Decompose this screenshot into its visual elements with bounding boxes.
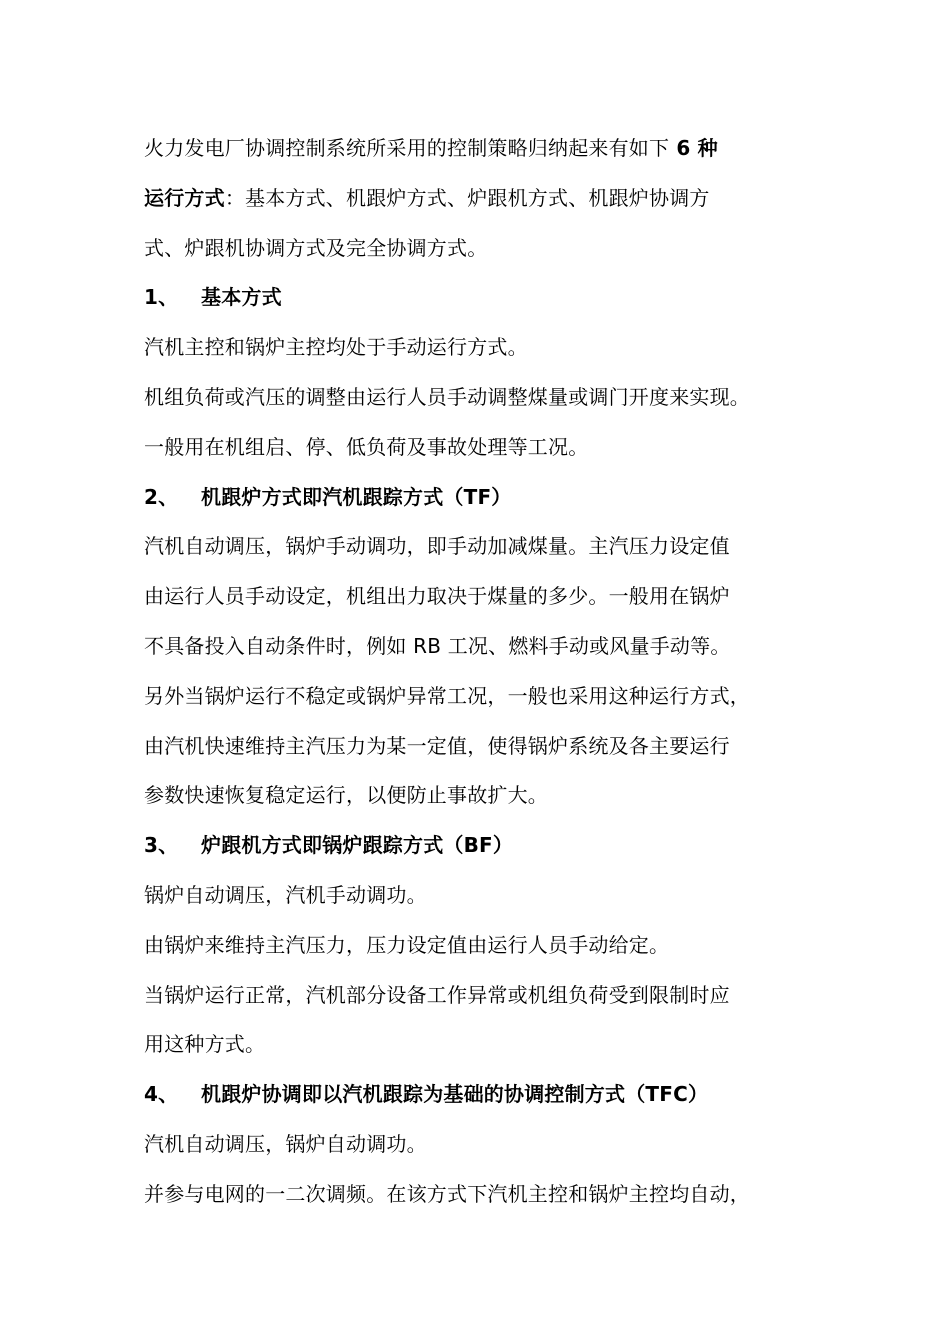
paragraph-line: 并参与电网的一二次调频。在该方式下汽机主控和锅炉主控均自动， (144, 1181, 750, 1206)
paragraph-line: 汽机自动调压，锅炉自动调功。 (144, 1131, 427, 1156)
section-title: 炉跟机方式即锅炉跟踪方式（BF） (201, 833, 514, 858)
intro-line-3 (144, 224, 844, 274)
paragraph-line: 另外当锅炉运行不稳定或锅炉异常工况，一般也采用这种运行方式， (144, 683, 750, 708)
section-number: 2、 (144, 484, 179, 509)
paragraph-line: 由运行人员手动设定，机组出力取决于煤量的多少。一般用在锅炉 (144, 584, 730, 609)
section-heading-2 (144, 473, 844, 523)
intro-bold-count: 6 种 (669, 136, 718, 160)
section-heading-3 (144, 821, 844, 871)
paragraph-line: 一般用在机组启、停、低负荷及事故处理等工况。 (144, 434, 589, 459)
paragraph-line: 汽机主控和锅炉主控均处于手动运行方式。 (144, 335, 528, 360)
paragraph-line: 由锅炉来维持主汽压力，压力设定值由运行人员手动给定。 (144, 932, 670, 957)
paragraph-line: 机组负荷或汽压的调整由运行人员手动调整煤量或调门开度来实现。 (144, 384, 750, 409)
section-heading-1 (144, 273, 844, 323)
paragraph-line: 不具备投入自动条件时，例如 RB 工况、燃料手动或风量手动等。 (144, 633, 731, 658)
section-number: 3、 (144, 833, 179, 858)
paragraph-line: 参数快速恢复稳定运行，以便防止事故扩大。 (144, 783, 548, 808)
intro-text: 式、炉跟机协调方式及完全协调方式。 (144, 235, 488, 260)
intro-text: ：基本方式、机跟炉方式、炉跟机方式、机跟炉协调方 (224, 185, 710, 210)
intro-text: 火力发电厂协调控制系统所采用的控制策略归纳起来有如下 (144, 136, 670, 160)
paragraph-line: 当锅炉运行正常，汽机部分设备工作异常或机组负荷受到限制时应 (144, 982, 730, 1007)
section-title: 机跟炉协调即以汽机跟踪为基础的协调控制方式（TFC） (201, 1082, 709, 1107)
intro-line-2 (144, 174, 844, 224)
section-heading-4 (144, 1070, 844, 1120)
paragraph-line: 锅炉自动调压，汽机手动调功。 (144, 882, 427, 907)
paragraph-line: 由汽机快速维持主汽压力为某一定值，使得锅炉系统及各主要运行 (144, 733, 730, 758)
intro-bold-term: 运行方式 (144, 185, 225, 210)
section-title: 基本方式 (201, 285, 282, 310)
section-title: 机跟炉方式即汽机跟踪方式（TF） (201, 484, 512, 509)
intro-line-1 (144, 124, 844, 174)
paragraph-line: 用这种方式。 (144, 1032, 266, 1057)
document-page (144, 124, 844, 1220)
section-number: 4、 (144, 1082, 179, 1107)
section-number: 1、 (144, 285, 179, 310)
paragraph-line: 汽机自动调压，锅炉手动调功，即手动加减煤量。主汽压力设定值 (144, 534, 730, 559)
